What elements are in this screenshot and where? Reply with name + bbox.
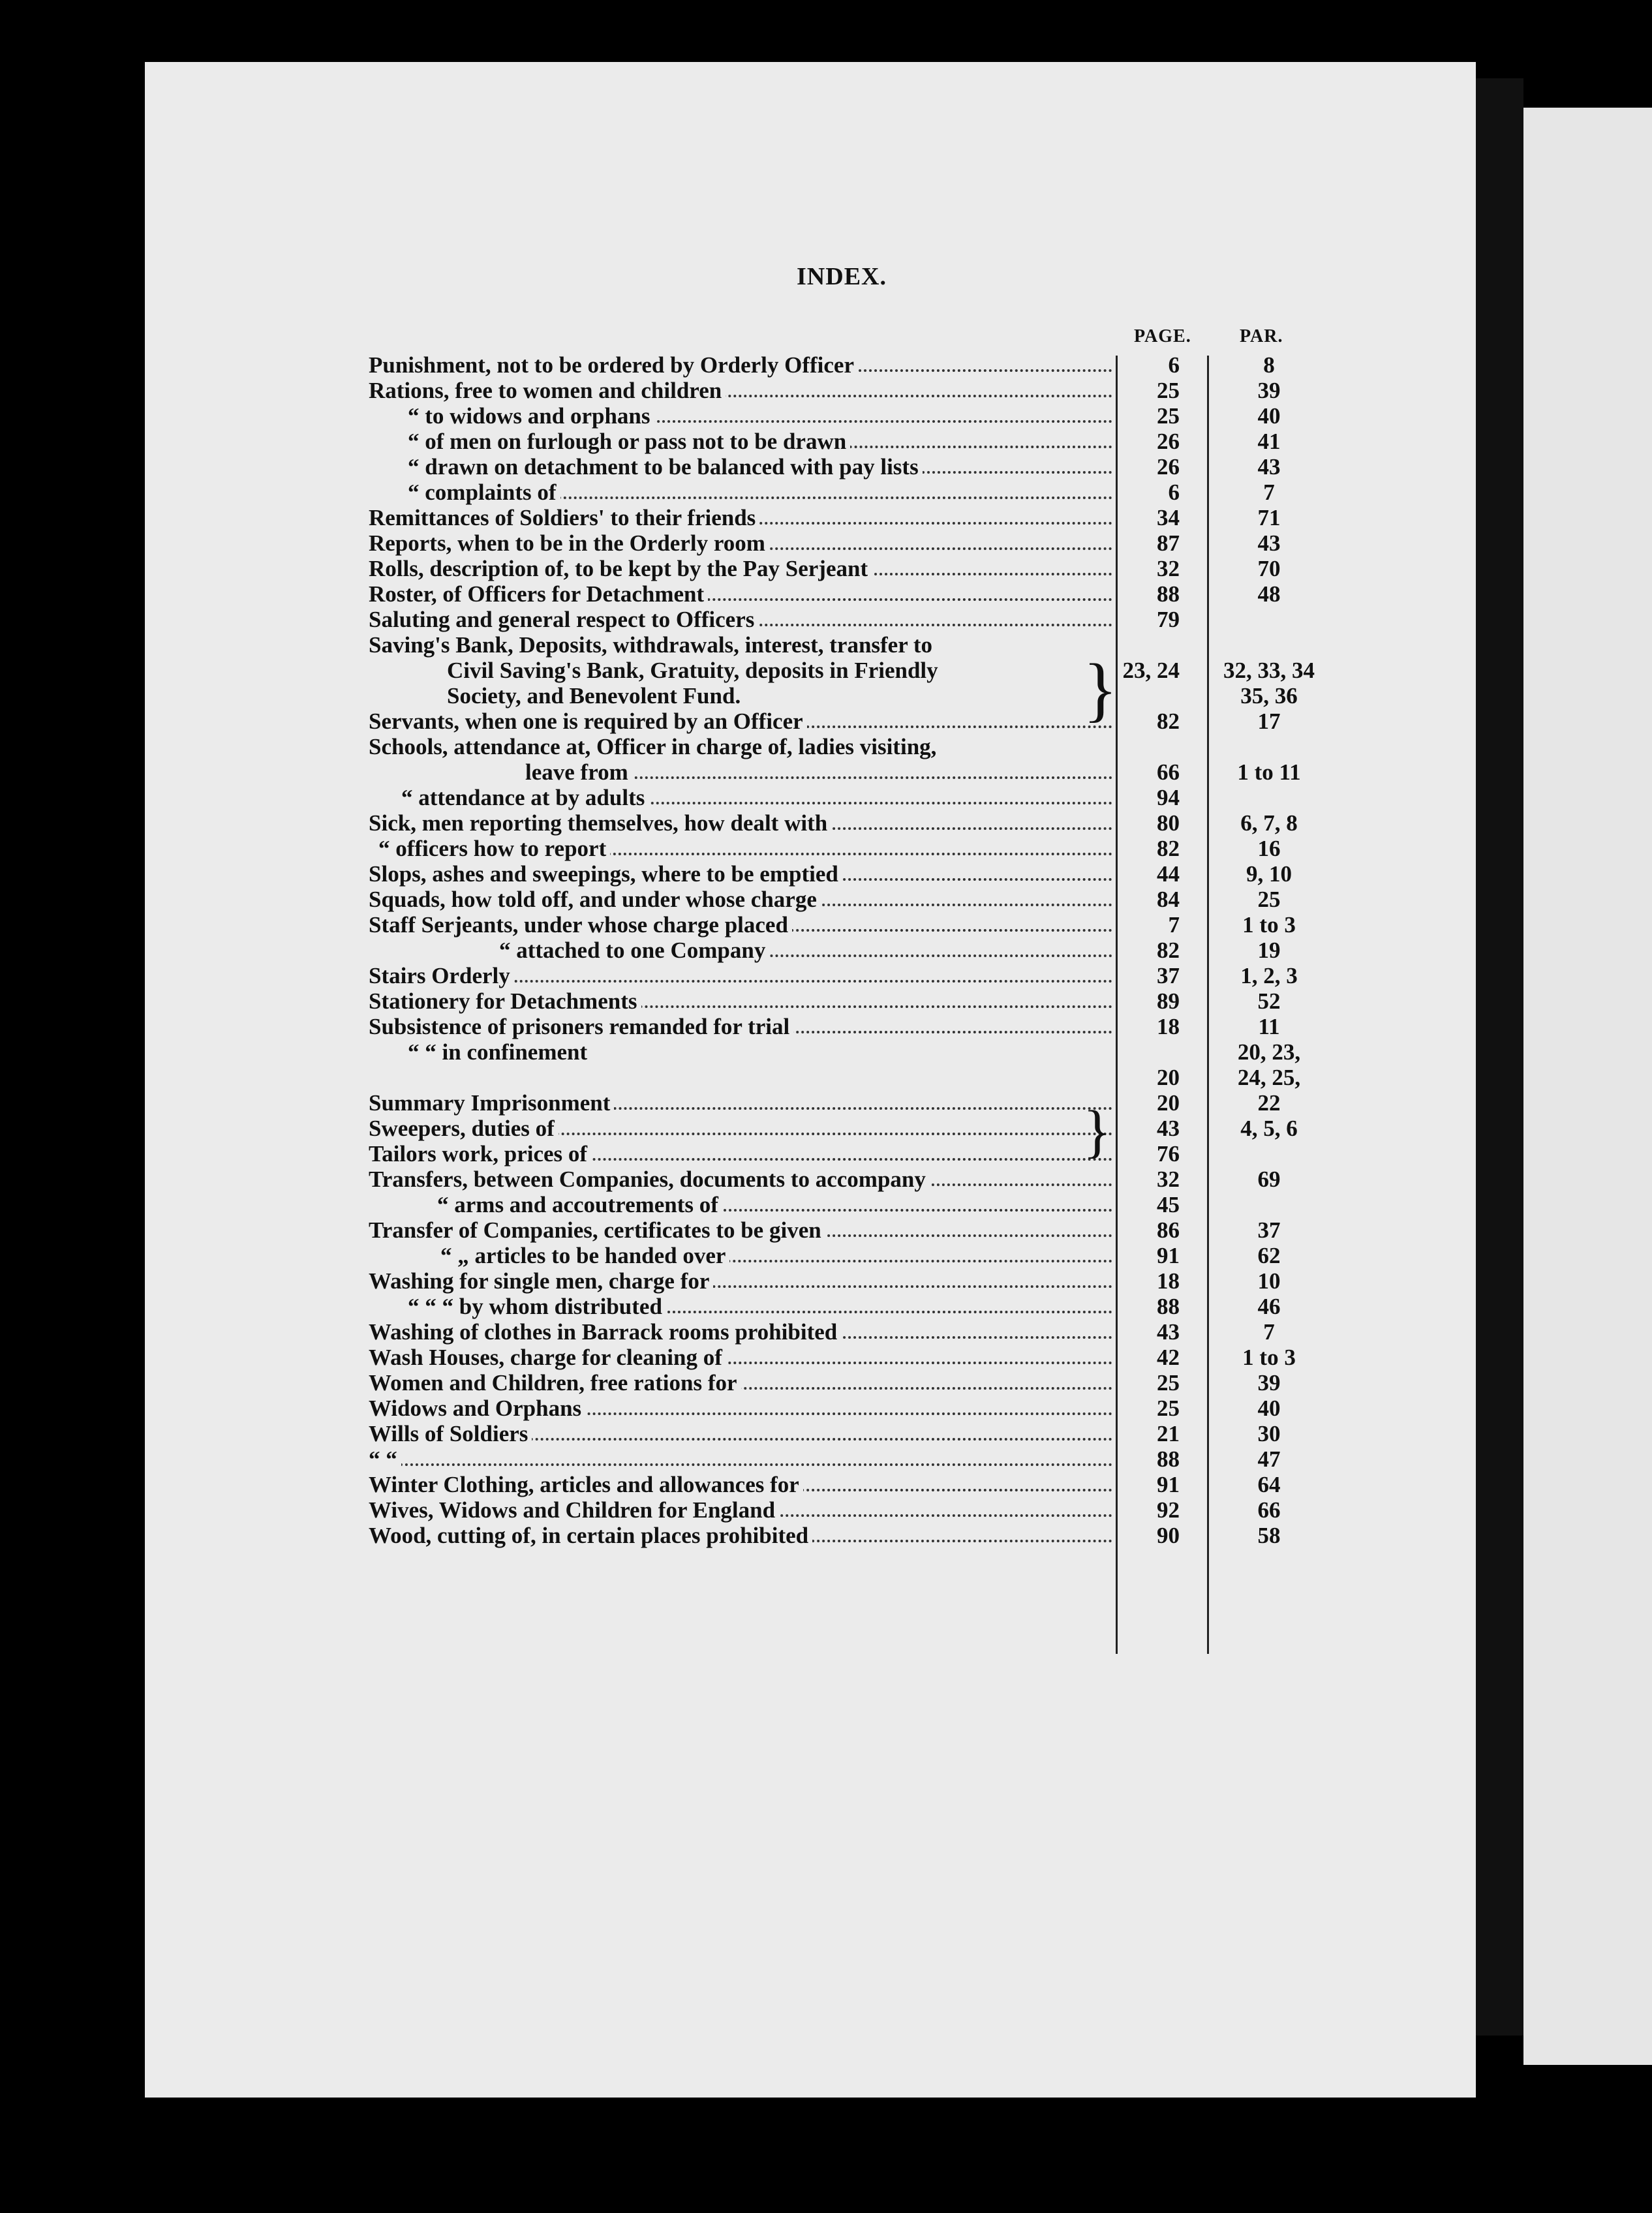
entry-text: Roster, of Officers for Detachment [369,581,708,607]
entry-par: 24, 25, [1237,1065,1301,1090]
entry-par: 20, 23, [1237,1039,1301,1065]
entry-page: 6 [1168,352,1180,378]
entry-par: 32, 33, 34 [1223,658,1315,683]
entry-par: 16 [1257,836,1281,861]
entry-par: 39 [1257,1370,1281,1396]
entry-page: 25 [1157,1370,1180,1396]
entry-page: 32 [1157,1167,1180,1192]
entry-page: 37 [1157,963,1180,988]
entry-text: Sweepers, duties of [369,1116,558,1141]
entry-text: “ attached to one Company [499,938,769,963]
entry-page: 32 [1157,556,1180,581]
entry-text: “ officers how to report [378,836,610,861]
entry-par: 64 [1257,1472,1281,1497]
index-row [369,1014,1334,1039]
entry-text: Staff Serjeants, under whose charge placed [369,912,792,938]
entry-page: 25 [1157,403,1180,429]
entry-page: 25 [1157,1396,1180,1421]
entry-page: 82 [1157,836,1180,861]
entry-page: 45 [1157,1192,1180,1217]
entry-text: Stationery for Detachments [369,988,641,1014]
entry-page: 66 [1157,759,1180,785]
entry-par: 1 to 3 [1242,1345,1296,1370]
entry-page: 20 [1157,1065,1180,1090]
entry-page: 89 [1157,988,1180,1014]
entry-par: 71 [1257,505,1281,530]
entry-page: 42 [1157,1345,1180,1370]
entry-page: 26 [1157,429,1180,454]
entry-page: 91 [1157,1472,1180,1497]
entry-par: 48 [1257,581,1281,607]
entry-page: 21 [1157,1421,1180,1446]
entry-page: 20 [1157,1090,1180,1116]
index-title: INDEX. [797,263,887,290]
entry-page: 82 [1157,709,1180,734]
entry-text: “ „ articles to be handed over [440,1243,729,1268]
entry-par: 37 [1257,1217,1281,1243]
entry-text: Saluting and general respect to Officers [369,607,758,632]
entry-text: Summary Imprisonment [369,1090,614,1116]
index-row [369,709,1334,734]
entry-page: 80 [1157,810,1180,836]
entry-text: Tailors work, prices of [369,1141,591,1167]
entry-text: Washing for single men, charge for [369,1268,713,1294]
entry-text: Society, and Benevolent Fund. [447,683,744,709]
index-row [369,632,1334,658]
entry-page: 26 [1157,454,1180,480]
entry-par: 40 [1257,1396,1281,1421]
entry-page: 88 [1157,1446,1180,1472]
entry-page: 18 [1157,1268,1180,1294]
entry-text: Stairs Orderly [369,963,514,988]
entry-page: 76 [1157,1141,1180,1167]
entry-text: “ arms and accoutrements of [437,1192,722,1217]
entry-page: 94 [1157,785,1180,810]
entry-par: 58 [1257,1523,1281,1548]
entry-text: Slops, ashes and sweepings, where to be emptied [369,861,842,887]
par-column-header: PAR. [1240,326,1283,346]
entry-par: 6, 7, 8 [1240,810,1298,836]
entry-text: Civil Saving's Bank, Gratuity, deposits in Friendly [447,658,942,683]
entry-par: 46 [1257,1294,1281,1319]
entry-page: 43 [1157,1319,1180,1345]
entry-text: leave from [525,759,632,785]
entry-page: 88 [1157,581,1180,607]
book-spine-edge [1476,78,1523,2036]
index-row [369,658,1334,683]
entry-text: Rolls, description of, to be kept by the Pay Serjeant [369,556,872,581]
entry-par: 39 [1257,378,1281,403]
entry-par: 9, 10 [1246,861,1292,887]
entry-page: 44 [1157,861,1180,887]
page-column-header: PAGE. [1134,326,1191,346]
entry-page: 82 [1157,938,1180,963]
entry-par: 1, 2, 3 [1240,963,1298,988]
entry-par: 41 [1257,429,1281,454]
entry-page: 6 [1168,480,1180,505]
entry-page: 18 [1157,1014,1180,1039]
entry-page: 88 [1157,1294,1180,1319]
entry-text: Wives, Widows and Children for England [369,1497,779,1523]
entry-par: 7 [1263,1319,1275,1345]
entry-par: 11 [1258,1014,1280,1039]
entry-text: Squads, how told off, and under whose charge [369,887,821,912]
brace-subsistence: } [1083,1099,1112,1164]
entry-par: 19 [1257,938,1281,963]
entry-par: 1 to 11 [1237,759,1301,785]
index-row [369,1523,1334,1548]
entry-page: 7 [1168,912,1180,938]
entry-par: 70 [1257,556,1281,581]
entry-par: 25 [1257,887,1281,912]
entry-text: Rations, free to women and children [369,378,726,403]
entry-text: “ to widows and orphans [408,403,654,429]
entry-par: 43 [1257,454,1281,480]
entry-text: “ drawn on detachment to be balanced with pay lists [408,454,923,480]
entry-page: 23, 24 [1122,658,1180,683]
entry-text: Saving's Bank, Deposits, withdrawals, interest, transfer to [369,632,936,658]
entry-text: Washing of clothes in Barrack rooms prohibited [369,1319,841,1345]
entry-text: “ of men on furlough or pass not to be drawn [408,429,850,454]
entry-text: Women and Children, free rations for [369,1370,741,1396]
entry-text: Schools, attendance at, Officer in charge of, ladies visiting, [369,734,940,759]
index-entries [369,352,1334,1548]
entry-par: 62 [1257,1243,1281,1268]
entry-text: Reports, when to be in the Orderly room [369,530,769,556]
entry-text: Punishment, not to be ordered by Orderly Officer [369,352,858,378]
entry-text: Wood, cutting of, in certain places prohibited [369,1523,812,1548]
entry-par: 40 [1257,403,1281,429]
entry-par: 8 [1263,352,1275,378]
entry-text: Widows and Orphans [369,1396,585,1421]
entry-par: 17 [1257,709,1281,734]
entry-par: 22 [1257,1090,1281,1116]
entry-page: 92 [1157,1497,1180,1523]
entry-text: Sick, men reporting themselves, how dealt with [369,810,831,836]
entry-par: 30 [1257,1421,1281,1446]
entry-page: 79 [1157,607,1180,632]
entry-text: “ complaints of [408,480,560,505]
entry-text: Subsistence of prisoners remanded for trial [369,1014,793,1039]
entry-text: “ “ [369,1446,401,1472]
brace-savings: } [1083,649,1118,729]
entry-page: 91 [1157,1243,1180,1268]
entry-page: 34 [1157,505,1180,530]
entry-par: 66 [1257,1497,1281,1523]
entry-par: 52 [1257,988,1281,1014]
entry-page: 25 [1157,378,1180,403]
entry-page: 87 [1157,530,1180,556]
entry-par: 47 [1257,1446,1281,1472]
entry-text: Transfer of Companies, certificates to be given [369,1217,825,1243]
entry-text: Transfers, between Companies, documents to accompany [369,1167,930,1192]
entry-text: “ attendance at by adults [401,785,649,810]
entry-page: 84 [1157,887,1180,912]
entry-par: 10 [1257,1268,1281,1294]
entry-page: 86 [1157,1217,1180,1243]
adjacent-page-strip [1523,108,1652,2065]
entry-par: 69 [1257,1167,1281,1192]
entry-text: Remittances of Soldiers' to their friends [369,505,759,530]
entry-text: “ “ “ by whom distributed [408,1294,666,1319]
entry-par: 4, 5, 6 [1240,1116,1298,1141]
entry-par: 43 [1257,530,1281,556]
index-row [369,1039,1334,1065]
entry-text: Servants, when one is required by an Officer [369,709,807,734]
entry-text: “ “ in confinement [408,1039,591,1065]
index-row [369,607,1334,632]
entry-par: 1 to 3 [1242,912,1296,938]
entry-text: Wills of Soldiers [369,1421,532,1446]
dot-leader [369,1441,1112,1466]
entry-page: 90 [1157,1523,1180,1548]
entry-page: 43 [1157,1116,1180,1141]
entry-text: Winter Clothing, articles and allowances for [369,1472,803,1497]
entry-par: 35, 36 [1240,683,1298,709]
entry-par: 7 [1263,480,1275,505]
entry-text: Wash Houses, charge for cleaning of [369,1345,726,1370]
